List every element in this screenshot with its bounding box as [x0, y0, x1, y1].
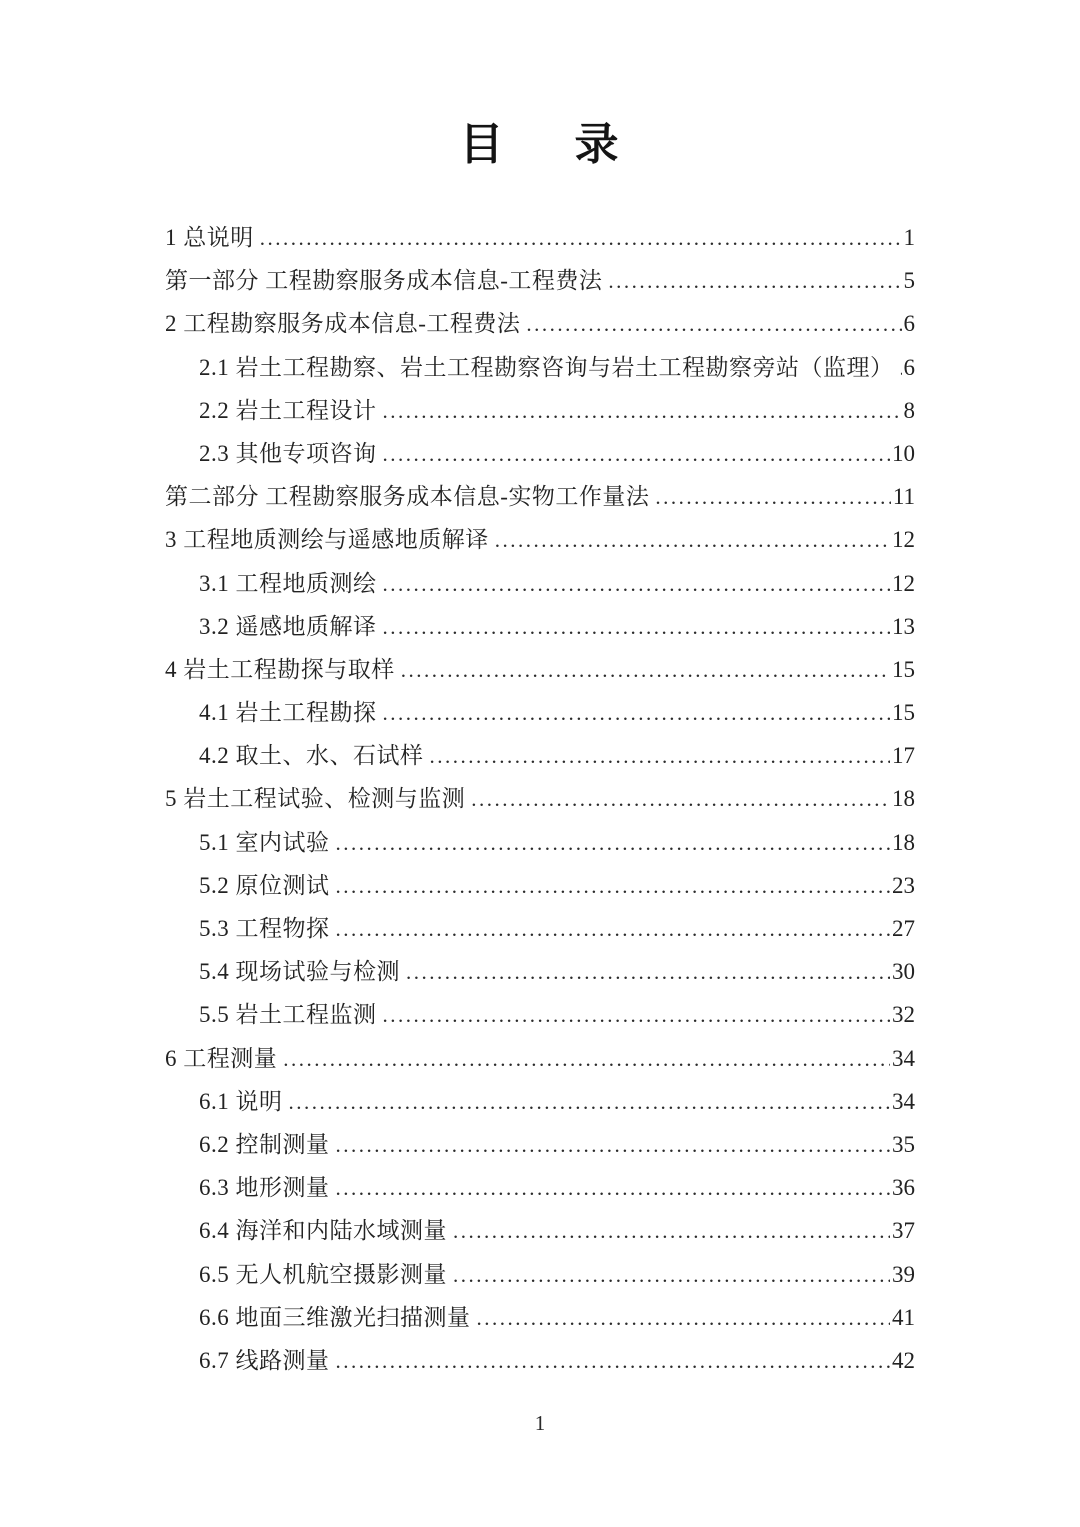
- toc-entry-page: 15: [892, 700, 915, 726]
- toc-entry: [165, 346, 915, 389]
- toc-entry-label: 5.4 现场试验与检测: [199, 959, 400, 985]
- toc-entry-label: 6.7 线路测量: [199, 1347, 330, 1373]
- toc-entry-page: 18: [892, 829, 915, 855]
- toc-dot-leader: [336, 864, 891, 908]
- toc-entry-label: 3 工程地质测绘与遥感地质解译: [165, 527, 489, 553]
- toc-entry: [165, 691, 915, 734]
- toc-entry-label: 2.2 岩土工程设计: [199, 397, 377, 423]
- page-title: 目 录: [459, 120, 621, 169]
- toc-entry-label: 5.1 室内试验: [199, 829, 330, 855]
- toc-entry: [165, 562, 915, 605]
- toc-entry-label: 2.3 其他专项咨询: [199, 440, 377, 466]
- toc-entry-page: 13: [892, 613, 915, 639]
- toc-entry-page: 10: [892, 440, 915, 466]
- toc-entry-label: 2.1 岩土工程勘察、岩土工程勘察咨询与岩土工程勘察旁站（监理）: [199, 354, 894, 380]
- toc-entry-page: 41: [892, 1304, 915, 1330]
- toc-entry-label: 4 岩土工程勘探与取样: [165, 656, 395, 682]
- toc-entry: [165, 259, 915, 302]
- toc-dot-leader: [336, 907, 891, 951]
- toc-entry-label: 6.5 无人机航空摄影测量: [199, 1261, 447, 1287]
- toc-dot-leader: [900, 346, 902, 390]
- toc-entry: [165, 432, 915, 475]
- toc-list: [165, 216, 915, 1382]
- toc-entry-page: 34: [892, 1045, 915, 1071]
- toc-entry-label: 1 总说明: [165, 225, 254, 250]
- toc-entry-label: 6.2 控制测量: [199, 1131, 330, 1157]
- toc-entry-page: 12: [892, 570, 915, 596]
- toc-entry-page: 12: [892, 527, 915, 553]
- toc-entry-page: 34: [892, 1088, 915, 1114]
- toc-dot-leader: [453, 1253, 890, 1297]
- toc-entry: [165, 1253, 915, 1296]
- toc-dot-leader: [471, 777, 890, 821]
- toc-dot-leader: [453, 1209, 890, 1253]
- toc-entry-page: 15: [892, 656, 915, 682]
- toc-dot-leader: [383, 432, 891, 476]
- toc-entry-page: 42: [892, 1347, 915, 1373]
- toc-entry: [165, 1209, 915, 1252]
- toc-entry-page: 37: [892, 1218, 915, 1244]
- toc-dot-leader: [383, 605, 891, 649]
- toc-dot-leader: [526, 302, 901, 346]
- toc-entry-page: 1: [903, 225, 915, 250]
- toc-entry-label: 4.2 取土、水、石试样: [199, 743, 424, 769]
- toc-entry: [165, 777, 915, 820]
- toc-entry: [165, 389, 915, 432]
- toc-entry-page: 32: [892, 1002, 915, 1028]
- toc-entry-page: 39: [892, 1261, 915, 1287]
- toc-dot-leader: [383, 993, 891, 1037]
- toc-entry-page: 11: [892, 484, 915, 510]
- toc-entry: [165, 648, 915, 691]
- toc-entry: [165, 518, 915, 561]
- toc-entry-label: 5.2 原位测试: [199, 872, 330, 898]
- toc-entry: [165, 1080, 915, 1123]
- toc-entry-page: 6: [903, 311, 915, 337]
- toc-entry-page: 6: [903, 354, 915, 380]
- toc-dot-leader: [401, 648, 890, 692]
- toc-entry-page: 36: [892, 1175, 915, 1201]
- toc-entry-label: 3.2 遥感地质解译: [199, 613, 377, 639]
- toc-entry-label: 6.4 海洋和内陆水域测量: [199, 1218, 447, 1244]
- toc-dot-leader: [608, 259, 901, 303]
- toc-dot-leader: [383, 691, 891, 735]
- toc-dot-leader: [477, 1296, 891, 1340]
- toc-dot-leader: [336, 821, 891, 865]
- toc-dot-leader: [655, 475, 890, 519]
- toc-dot-leader: [260, 216, 902, 260]
- toc-entry: [165, 1037, 915, 1080]
- toc-dot-leader: [383, 562, 891, 606]
- toc-entry-label: 4.1 岩土工程勘探: [199, 700, 377, 726]
- toc-dot-leader: [336, 1339, 891, 1383]
- toc-entry: [165, 302, 915, 345]
- toc-dot-leader: [406, 950, 890, 994]
- toc-entry-label: 3.1 工程地质测绘: [199, 570, 377, 596]
- toc-dot-leader: [336, 1166, 891, 1210]
- toc-dot-leader: [430, 734, 891, 778]
- toc-dot-leader: [283, 1037, 890, 1081]
- toc-dot-leader: [336, 1123, 891, 1167]
- toc-entry-label: 第二部分 工程勘察服务成本信息-实物工作量法: [165, 484, 650, 510]
- toc-entry-label: 5 岩土工程试验、检测与监测: [165, 786, 466, 812]
- toc-entry: [165, 864, 915, 907]
- toc-entry-label: 6 工程测量: [165, 1045, 278, 1071]
- toc-entry: [165, 907, 915, 950]
- toc-entry-label: 5.5 岩土工程监测: [199, 1002, 377, 1028]
- toc-entry: [165, 475, 915, 518]
- toc-dot-leader: [289, 1080, 891, 1124]
- toc-entry-label: 第一部分 工程勘察服务成本信息-工程费法: [165, 268, 603, 294]
- toc-dot-leader: [495, 518, 890, 562]
- toc-entry-page: 27: [892, 916, 915, 941]
- toc-entry: [165, 605, 915, 648]
- toc-entry: [165, 1339, 915, 1382]
- toc-entry-label: 6.1 说明: [199, 1088, 283, 1114]
- toc-entry: [165, 1166, 915, 1209]
- toc-dot-leader: [383, 389, 902, 433]
- toc-entry-page: 18: [892, 786, 915, 812]
- toc-entry-page: 30: [892, 959, 915, 985]
- toc-entry: [165, 993, 915, 1036]
- toc-entry: [165, 821, 915, 864]
- toc-entry: [165, 216, 915, 259]
- toc-entry-page: 23: [892, 872, 915, 898]
- toc-entry: [165, 950, 915, 993]
- toc-entry-label: 6.3 地形测量: [199, 1175, 330, 1201]
- toc-entry-page: 8: [903, 397, 915, 423]
- toc-entry-label: 6.6 地面三维激光扫描测量: [199, 1304, 471, 1330]
- toc-entry-page: 17: [892, 743, 915, 769]
- toc-entry: [165, 1296, 915, 1339]
- toc-entry: [165, 1123, 915, 1166]
- toc-entry-label: 5.3 工程物探: [199, 916, 330, 941]
- toc-entry: [165, 734, 915, 777]
- footer-page-number: 1: [534, 1411, 546, 1435]
- toc-entry-page: 5: [903, 268, 915, 294]
- toc-entry-page: 35: [892, 1131, 915, 1157]
- toc-entry-label: 2 工程勘察服务成本信息-工程费法: [165, 311, 521, 337]
